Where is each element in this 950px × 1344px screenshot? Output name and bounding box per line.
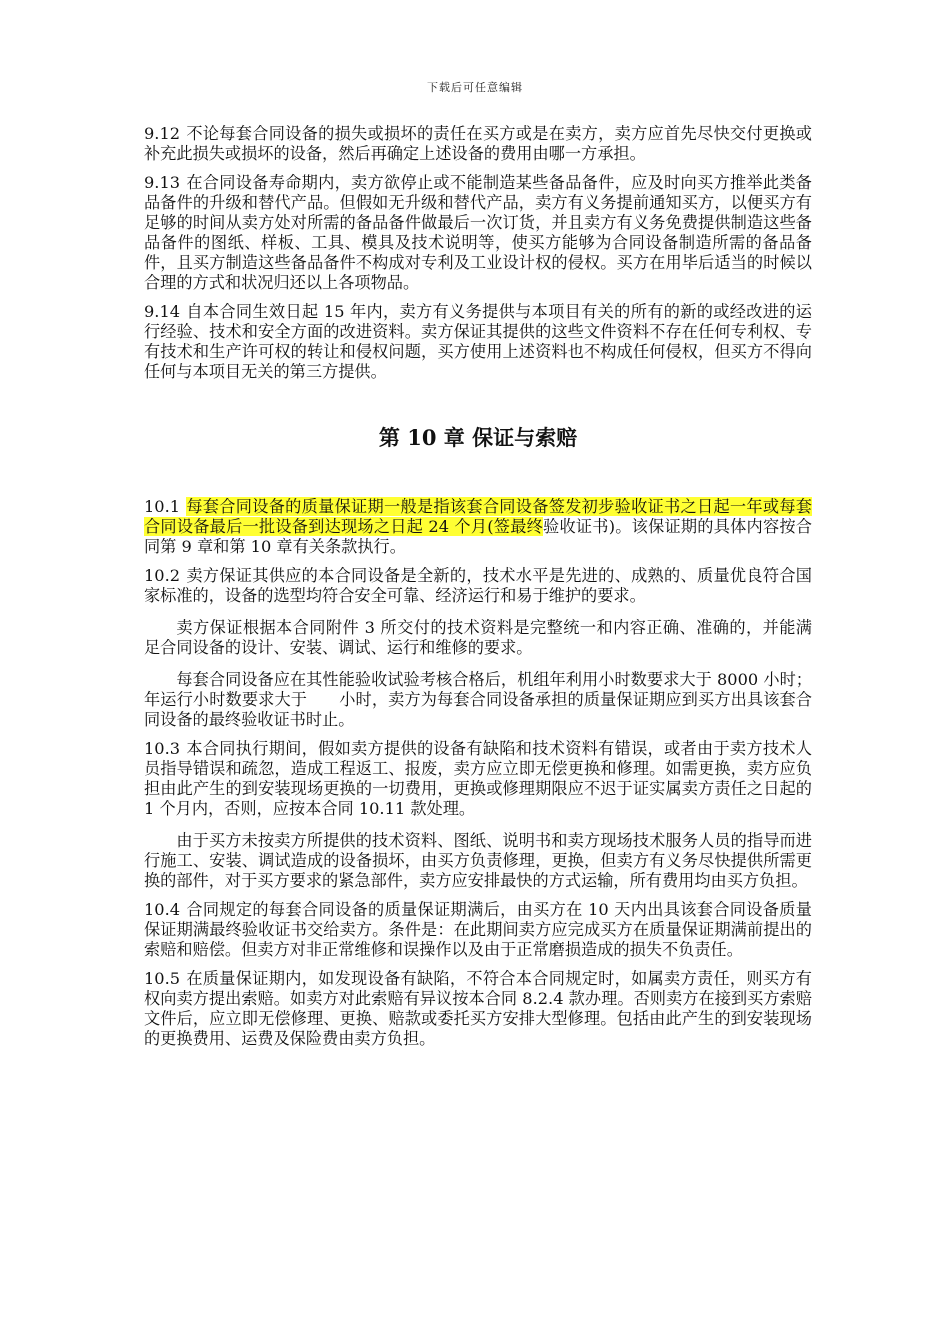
clause-10-5 [144,969,812,1049]
clause-10-1 [144,497,812,557]
clause-number: 10.3 [144,739,181,758]
clause-text: 在质量保证期内，如发现设备有缺陷，不符合本合同规定时，如属卖方责任，则买方有权向卖方提出索赔。如卖方对此索赔有异议按本合同 8.2.4 款办理。否则卖方在接到买方索赔文件后，应立即无偿修理、更换、赔款或委托买方安排大型修理。包括由此产生的到安装现场的更换费用、运费及保险费由卖方负担。 [144,969,812,1048]
clause-number: 10.2 [144,566,181,585]
paragraph-text: 小时，卖方为每套合同设备承担的质量保证期应到买方出具该套合同设备的最终验收证书时止。 [144,690,812,729]
clause-number: 10.4 [144,900,181,919]
chapter-title: 第 10 章 保证与索赔 [378,425,578,450]
clause-text: 合同规定的每套合同设备的质量保证期满后，由买方在 10 天内出具该套合同设备质量保证期满最终验收证书交给卖方。条件是：在此期间卖方应完成买方在质量保证期满前提出的索赔和赔偿。但卖方对非正常维修和误操作以及由于正常磨损造成的损失不负责任。 [144,900,812,959]
clause-number: 10.5 [144,969,181,988]
clause-number: 10.1 [144,497,181,516]
clause-number: 9.12 [144,124,181,143]
clause-number: 9.14 [144,302,181,321]
clause-text: 卖方保证其供应的本合同设备是全新的，技术水平是先进的、成熟的、质量优良符合国家标准的，设备的选型均符合安全可靠、经济运行和易于维护的要求。 [144,566,812,605]
clause-text: 本合同执行期间，假如卖方提供的设备有缺陷和技术资料有错误，或者由于卖方技术人员指导错误和疏忽，造成工程返工、报废，卖方应立即无偿更换和修理。如需更换，卖方应负担由此产生的到安装现场更换的一切费用，更换或修理期限应不迟于证实属卖方责任之日起的 1 个月内，否则，应按本合同 10.11 款处理。 [144,739,812,818]
clause-9-14 [144,302,812,382]
paragraph-10-2-technical-data: 卖方保证根据本合同附件 3 所交付的技术资料是完整统一和内容正确、准确的，并能满足合同设备的设计、安装、调试、运行和维修的要求。 [144,618,812,657]
paragraph-10-2-warranty-period [144,670,812,730]
clause-text: 自本合同生效日起 15 年内，卖方有义务提供与本项目有关的所有的新的或经改进的运行经验、技术和安全方面的改进资料。卖方保证其提供的这些文件资料不存在任何专利权、专有技术和生产许可权的转让和侵权问题，买方使用上述资料也不构成任何侵权，但买方不得向任何与本项目无关的第三方提供。 [144,302,812,381]
page-header: 下载后可任意编辑 [427,81,523,94]
document-body [144,124,812,1049]
clause-10-2 [144,566,812,606]
clause-9-12 [144,124,812,164]
clause-text: 验收证书)。该保证期的具体内容按合同第 9 章和第 10 章有关条款执行。 [144,517,812,556]
paragraph-text: 每套合同设备应在其性能验收试验考核合格后，机组年利用小时数要求大于 8000 小时；年运行小时数要求大于 [144,670,812,709]
clause-number: 9.13 [144,173,181,192]
clause-9-13 [144,173,812,293]
clause-10-3 [144,739,812,819]
clause-10-4 [144,900,812,960]
paragraph-10-3-buyer-damage: 由于买方未按卖方所提供的技术资料、图纸、说明书和卖方现场技术服务人员的指导而进行施工、安装、调试造成的设备损坏，由买方负责修理，更换，但卖方有义务尽快提供所需更换的部件，对于买方要求的紧急部件，卖方应安排最快的方式运输，所有费用均由买方负担。 [144,831,812,890]
highlighted-text: 每套合同设备的质量保证期一般是指该套合同设备签发初步验收证书之日起一年或每套合同设备最后一批设备到达现场之日起 24 个月(签最终 [144,497,812,536]
clause-text: 在合同设备寿命期内，卖方欲停止或不能制造某些备品备件，应及时向买方推举此类备品备件的升级和替代产品。但假如无升级和替代产品，卖方有义务提前通知买方，以便买方有足够的时间从卖方处对所需的备品备件做最后一次订货，并且卖方有义务免费提供制造这些备品备件的图纸、样板、工具、模具及技术说明等，使买方能够为合同设备制造所需的备品备件，且买方制造这些备品备件不构成对专利及工业设计权的侵权。买方在用毕后适当的时候以合理的方式和状况归还以上各项物品。 [144,173,812,292]
clause-text: 不论每套合同设备的损失或损坏的责任在买方或是在卖方，卖方应首先尽快交付更换或补充此损失或损坏的设备，然后再确定上述设备的费用由哪一方承担。 [144,124,812,163]
